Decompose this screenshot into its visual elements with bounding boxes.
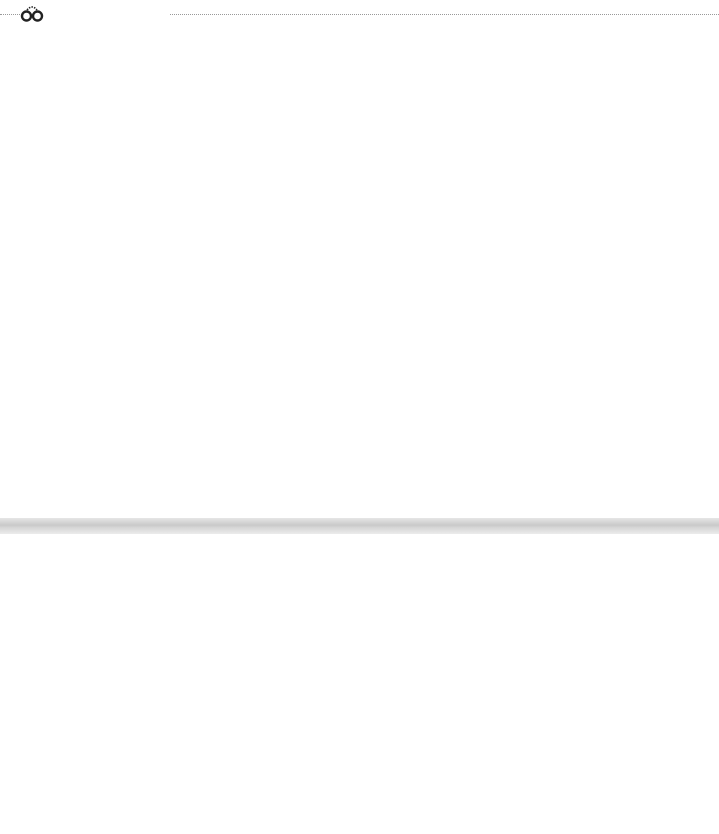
offenses-grid-bottom xyxy=(0,534,719,834)
screenshot-divider xyxy=(0,518,719,534)
